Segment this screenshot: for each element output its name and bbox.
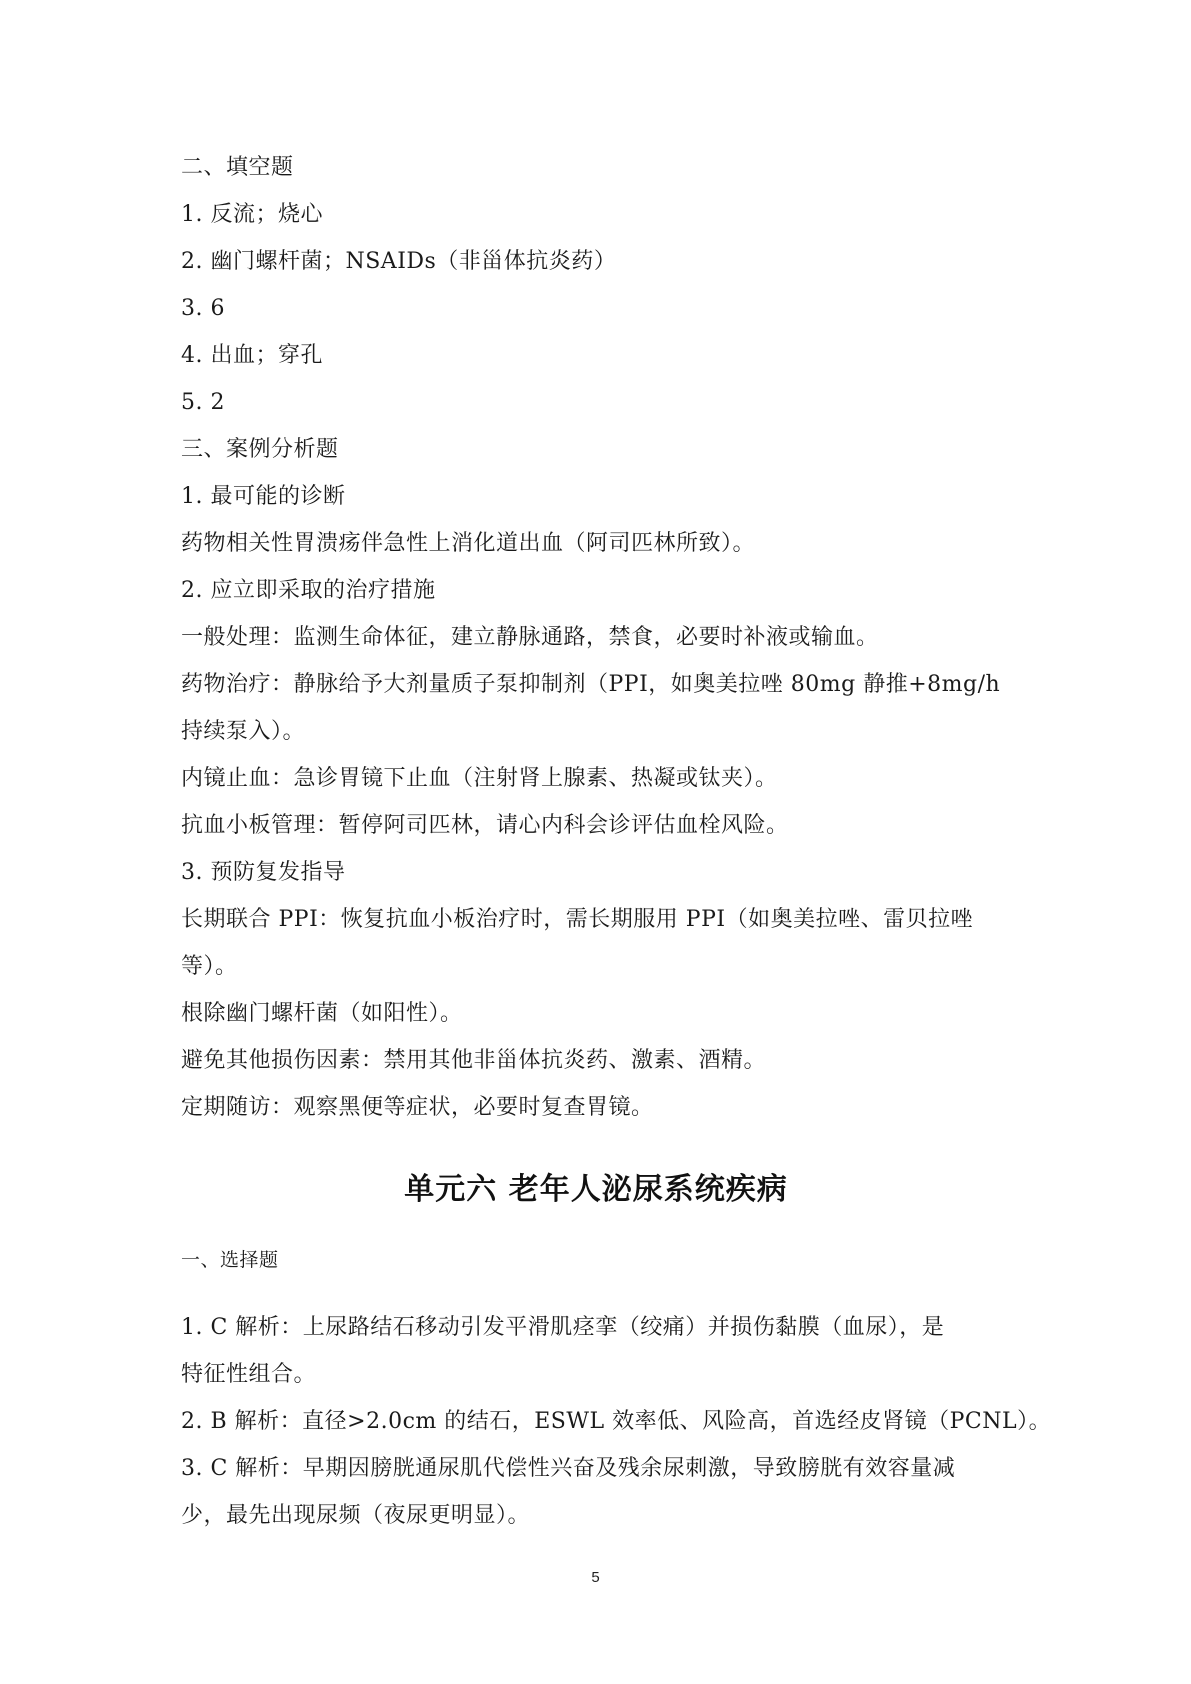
case-line: 持续泵入）。	[181, 719, 306, 744]
choice-line: 3. C 解析：早期因膀胱通尿肌代偿性兴奋及残余尿刺激，导致膀胱有效容量减	[181, 1456, 956, 1481]
spacer	[181, 1215, 1011, 1237]
fill-answer: 4. 出血；穿孔	[181, 343, 323, 368]
case-line: 药物相关性胃溃疡伴急性上消化道出血（阿司匹林所致）。	[181, 531, 756, 556]
case-line: 1. 最可能的诊断	[181, 484, 346, 509]
fill-answer: 3. 6	[181, 296, 225, 321]
fill-answer: 2. 幽门螺杆菌；NSAIDs（非甾体抗炎药）	[181, 249, 617, 274]
case-line: 一般处理：监测生命体征，建立静脉通路，禁食，必要时补液或输血。	[181, 625, 879, 650]
case-section-heading: 三、案例分析题	[181, 437, 339, 462]
case-line: 抗血小板管理：暂停阿司匹林，请心内科会诊评估血栓风险。	[181, 813, 789, 838]
case-line: 2. 应立即采取的治疗措施	[181, 578, 436, 603]
choice-line: 2. B 解析：直径>2.0cm 的结石，ESWL 效率低、风险高，首选经皮肾镜（PCNL）。	[181, 1409, 1052, 1434]
case-line: 药物治疗：静脉给予大剂量质子泵抑制剂（PPI，如奥美拉唑 80mg 静推+8mg/h	[181, 672, 1001, 697]
fill-answer: 1. 反流；烧心	[181, 202, 323, 227]
spacer	[181, 1131, 1011, 1165]
case-line: 等）。	[181, 954, 238, 979]
choice-line: 少，最先出现尿频（夜尿更明显）。	[181, 1503, 531, 1528]
unit-title: 单元六 老年人泌尿系统疾病	[404, 1172, 788, 1207]
case-line: 内镜止血：急诊胃镜下止血（注射肾上腺素、热凝或钛夹）。	[181, 766, 778, 791]
case-line: 3. 预防复发指导	[181, 860, 346, 885]
case-line: 定期随访：观察黑便等症状，必要时复查胃镜。	[181, 1095, 654, 1120]
choice-section-heading: 一、选择题	[181, 1249, 279, 1271]
choice-line: 特征性组合。	[181, 1362, 317, 1387]
page-content	[181, 144, 1052, 1539]
fill-section-heading: 二、填空题	[181, 155, 294, 180]
case-line: 避免其他损伤因素：禁用其他非甾体抗炎药、激素、酒精。	[181, 1048, 767, 1073]
case-line: 长期联合 PPI：恢复抗血小板治疗时，需长期服用 PPI（如奥美拉唑、雷贝拉唑	[181, 907, 974, 932]
case-line: 根除幽门螺杆菌（如阳性）。	[181, 1001, 463, 1026]
fill-answer: 5. 2	[181, 390, 225, 415]
page-number: 5	[591, 1569, 600, 1586]
choice-line: 1. C 解析：上尿路结石移动引发平滑肌痉挛（绞痛）并损伤黏膜（血尿），是	[181, 1315, 945, 1340]
spacer	[181, 1284, 1011, 1304]
